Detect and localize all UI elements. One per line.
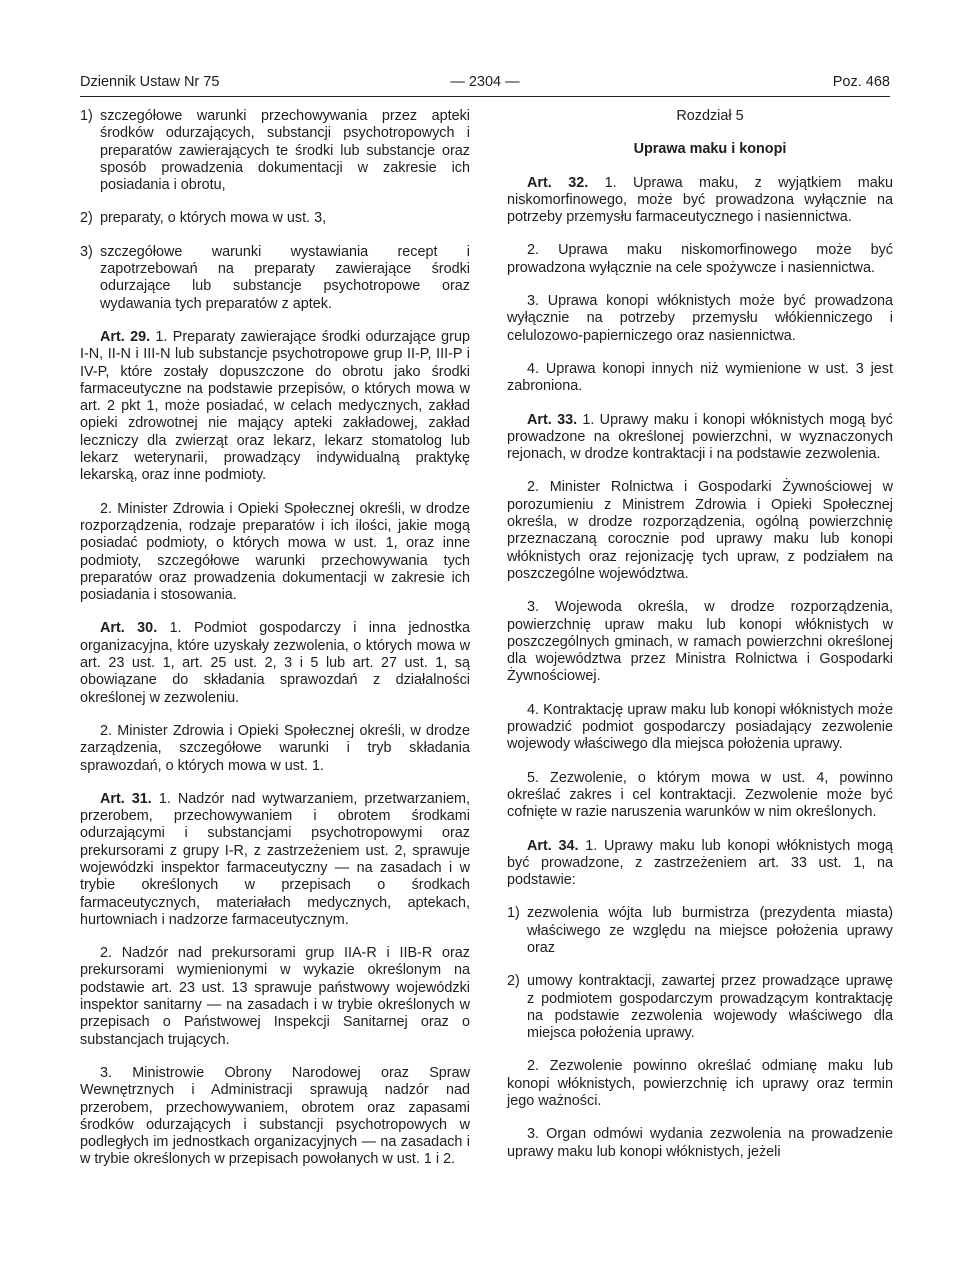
chapter-number: Rozdział 5 [676, 108, 744, 124]
list-number: 1) [507, 905, 520, 922]
art34-paragraph-1 [507, 838, 893, 890]
art32-label: Art. 32. [527, 174, 589, 191]
list-text: umowy kontraktacji, zawartej przez prowadzące uprawę z podmiotem gospodarczym prowadzącym kontraktację na podstawie zezwolenia wojewody właściwego dla miejsca położenia uprawy. [527, 973, 893, 1042]
right-column [507, 108, 893, 1177]
list-item [507, 905, 893, 957]
art33-paragraph-5: 5. Zezwolenie, o którym mowa w ust. 4, powinno określać zakres i cel kontraktacji. Zezwolenie może być cofnięte w razie naruszenia warunków w nim określonych. [507, 769, 893, 821]
art34-paragraph-3: 3. Organ odmówi wydania zezwolenia na prowadzenie uprawy maku lub konopi włóknistych, jeżeli [507, 1126, 893, 1160]
art33-paragraph-3: 3. Wojewoda określa, w drodze rozporządzenia, powierzchnię upraw maku lub konopi włóknistych w poszczególnych gminach, w ramach powierzchni określonej dla województwa przez Ministra Rolnictwa i Gospodarki Żywnościowej. [507, 599, 893, 685]
page-header [80, 74, 890, 96]
position-number: Poz. 468 [832, 74, 890, 90]
page-number: — 2304 — [450, 74, 520, 90]
list-number: 3) [80, 243, 93, 260]
list-text: preparaty, o których mowa w ust. 3, [100, 210, 327, 227]
art32-paragraph-4: 4. Uprawa konopi innych niż wymienione w ust. 3 jest zabroniona. [507, 360, 893, 395]
art32-paragraph-2: 2. Uprawa maku niskomorfinowego może być prowadzona wyłącznie na cele spożywcze i nasiennictwa. [507, 242, 893, 276]
header-rule [80, 96, 890, 97]
list-item [507, 973, 893, 1042]
list-text: zezwolenia wójta lub burmistrza (prezydenta miasta) właściwego ze względu na miejsce położenia uprawy oraz [527, 905, 893, 956]
art34-paragraph-2: 2. Zezwolenie powinno określać odmianę maku lub konopi włóknistych, powierzchnię ich uprawy oraz termin jego ważności. [507, 1058, 893, 1110]
art31-paragraph-2: 2. Nadzór nad prekursorami grup IIA-R i IIB-R oraz prekursorami wymienionymi w wykazie określonym na podstawie art. 23 ust. 13 sprawuje państwowy wojewódzki inspektor sanitarny — na zasadach i w trybie określonych w przepisach o Państwowej Inspekcji Sanitarnej oraz o substancjach trujących. [80, 945, 470, 1048]
art30-text: 1. Podmiot gospodarczy i inna jednostka organizacyjna, które uzyskały zezwolenia, o których mowa w art. 23 ust. 1, art. 25 ust. 2, 3 i 5 lub art. 27 ust. 1, są obowiązane do składania sprawozdań z działalności określonej w zezwoleniu. [80, 620, 470, 706]
list-number: 2) [507, 973, 520, 990]
art32-text: 1. Uprawa maku, z wyjątkiem maku niskomorfinowego, może być prowadzona wyłącznie na potrzeby przemysłu farmaceutycznego i nasiennictwa. [507, 174, 893, 226]
list-text: szczegółowe warunki wystawiania recept i zapotrzebowań na preparaty zawierające środki odurzające lub substancje psychotropowe oraz wydawania tych preparatów z aptek. [100, 243, 470, 312]
art31-paragraph-1 [80, 791, 470, 929]
art31-label: Art. 31. [100, 790, 152, 807]
art33-paragraph-4: 4. Kontraktację upraw maku lub konopi włóknistych może prowadzić podmiot gospodarczy posiadający zezwolenie wojewody właściwego dla miejsca położenia uprawy. [507, 701, 893, 753]
art29-paragraph-1 [80, 329, 470, 485]
list-text: szczegółowe warunki przechowywania przez apteki środków odurzających, substancji psychotropowych i preparatów zawierających te środki lub substancje oraz sposób prowadzenia dokumentacji w zakresie ich posiadania i obrotu, [100, 108, 470, 194]
list-item [80, 244, 470, 313]
journal-title: Dziennik Ustaw Nr 75 [80, 74, 220, 90]
top-list [80, 108, 470, 313]
art30-label: Art. 30. [100, 620, 158, 637]
art34-text: 1. Uprawy maku lub konopi włóknistych mogą być prowadzone, z zastrzeżeniem art. 33 ust. 1, na podstawie: [507, 837, 893, 889]
art34-label: Art. 34. [527, 837, 579, 854]
art29-label: Art. 29. [100, 328, 151, 345]
list-number: 2) [80, 210, 93, 227]
left-column [80, 108, 470, 1185]
art31-text: 1. Nadzór nad wytwarzaniem, przetwarzaniem, przerobem, przechowywaniem i obrotem środkami odurzającymi i substancjami psychotropowymi oraz prekursorami z grupy I-R, z zastrzeżeniem ust. 2, sprawuje wojewódzki inspektor farmaceutyczny — na zasadach i w trybie określonych w przepisach o środkach farmaceutycznych, materiałach medycznych, aptekach, hurtowniach i nadzorze farmaceutycznym. [80, 790, 471, 928]
chapter-title: Uprawa maku i konopi [633, 141, 787, 158]
art33-text: 1. Uprawy maku i konopi włóknistych mogą być prowadzone na określonej powierzchni, w wyznaczonych rejonach, w drodze kontraktacji i na podstawie zezwolenia. [507, 411, 893, 463]
art33-paragraph-1 [507, 412, 893, 464]
art30-paragraph-1 [80, 620, 470, 706]
list-item [80, 210, 470, 227]
art31-paragraph-3: 3. Ministrowie Obrony Narodowej oraz Spraw Wewnętrznych i Administracji sprawują nadzór nad przerobem, przechowywaniem, obrotem oraz zapasami środków odurzających i substancji psychotropowych w podległych im jednostkach organizacyjnych — na zasadach i w trybie określonych w przepisach powołanych w ust. 1 i 2. [80, 1064, 470, 1168]
art34-list [507, 905, 893, 1042]
art33-paragraph-2: 2. Minister Rolnictwa i Gospodarki Żywnościowej w porozumieniu z Ministrem Zdrowia i Opieki Społecznej określa, w drodze rozporządzenia, ogólną powierzchnię przeznaczaną corocznie pod uprawy maku lub konopi włóknistych oraz rejonizację tych upraw, z podziałem na poszczególne województwa. [507, 479, 893, 582]
art29-text: 1. Preparaty zawierające środki odurzające grup I-N, II-N i III-N lub substancje psychotropowe grup II-P, III-P i IV-P, które zostały dopuszczone do obrotu jako środki farmaceutyczne na podstawie przepisów, o których mowa w art. 2 pkt 1, może posiadać, w celach medycznych, zakład opieki zdrowotnej nie mający apteki zakładowej, zakład leczniczy dla zwierząt oraz lekarz, lekarz stomatolog lub lekarz weterynarii, prowadzący indywidualną praktykę lekarską, oraz inne podmioty. [80, 328, 470, 484]
art32-paragraph-3: 3. Uprawa konopi włóknistych może być prowadzona wyłącznie na potrzeby przemysłu włókienniczego i celulozowo-papierniczego oraz nasiennictwa. [507, 293, 893, 344]
art29-paragraph-2: 2. Minister Zdrowia i Opieki Społecznej określi, w drodze rozporządzenia, rodzaje preparatów i ich ilości, jakie mogą posiadać podmioty, o których mowa w ust. 1, oraz inne podmioty, szczegółowe warunki przechowywania tych preparatów oraz prowadzenia dokumentacji w zakresie ich posiadania i stosowania. [80, 500, 470, 604]
art33-label: Art. 33. [527, 411, 578, 428]
art32-paragraph-1 [507, 175, 893, 227]
list-item [80, 108, 470, 194]
list-number: 1) [80, 108, 93, 124]
art30-paragraph-2: 2. Minister Zdrowia i Opieki Społecznej określi, w drodze zarządzenia, szczegółowe warunki i tryb składania sprawozdań, o których mowa w ust. 1. [80, 722, 470, 774]
